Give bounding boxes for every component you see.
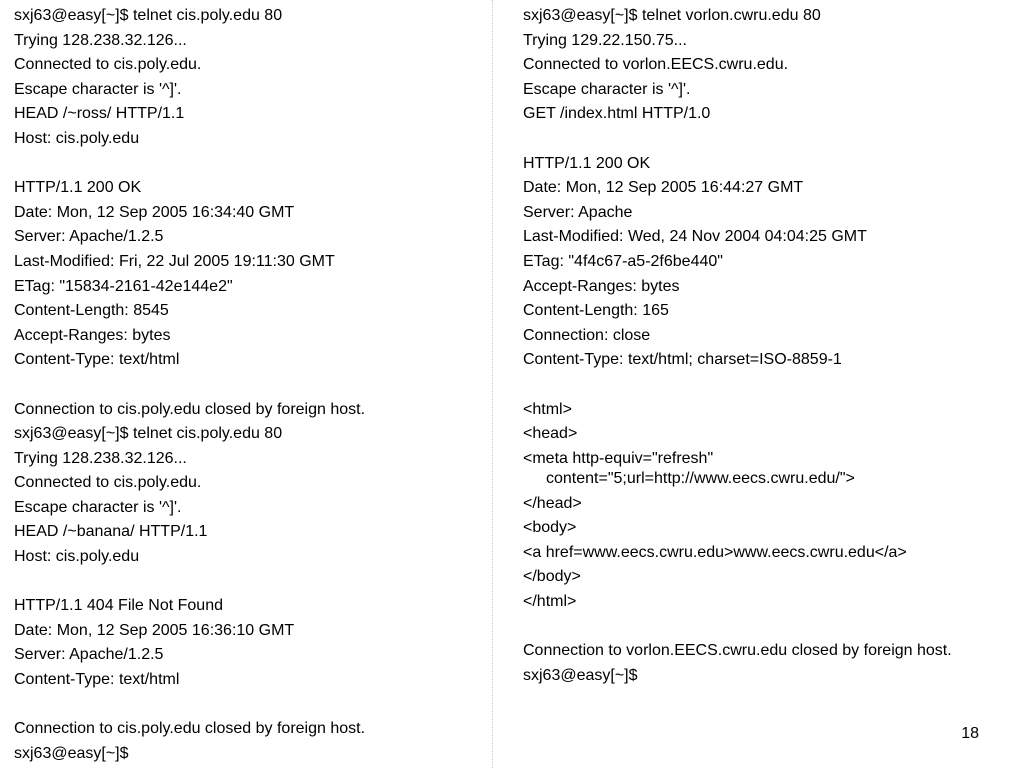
meta-refresh-line bbox=[523, 447, 1013, 492]
right-transcript-line: Trying 129.22.150.75... bbox=[523, 31, 687, 49]
left-transcript-line bbox=[14, 373, 484, 398]
left-transcript-line: Escape character is '^]'. bbox=[14, 498, 182, 516]
left-transcript-line bbox=[14, 693, 484, 718]
right-transcript-line: Accept-Ranges: bytes bbox=[523, 277, 680, 295]
left-transcript-line: Content-Type: text/html bbox=[14, 671, 180, 689]
left-transcript-line: Content-Type: text/html bbox=[14, 351, 180, 369]
right-transcript-line: Connected to vorlon.EECS.cwru.edu. bbox=[523, 56, 789, 74]
right-transcript-line: Content-Type: text/html; charset=ISO-8859-1 bbox=[523, 351, 842, 369]
left-transcript-line: Host: cis.poly.edu bbox=[14, 129, 140, 147]
left-transcript-line: ETag: "15834-2161-42e144e2" bbox=[14, 277, 233, 295]
right-transcript-line: Last-Modified: Wed, 24 Nov 2004 04:04:25 GMT bbox=[523, 228, 867, 246]
right-transcript-line: Connection to vorlon.EECS.cwru.edu closed by foreign host. bbox=[523, 642, 952, 660]
left-transcript-line: Escape character is '^]'. bbox=[14, 80, 182, 98]
right-transcript-line: <a href=www.eecs.cwru.edu>www.eecs.cwru.edu</a> bbox=[523, 543, 907, 561]
left-transcript-line: Last-Modified: Fri, 22 Jul 2005 19:11:30 GMT bbox=[14, 252, 335, 270]
left-transcript-line: Connected to cis.poly.edu. bbox=[14, 474, 202, 492]
left-transcript-line bbox=[14, 570, 484, 595]
right-transcript-line: HTTP/1.1 200 OK bbox=[523, 154, 651, 172]
left-transcript-line: Host: cis.poly.edu bbox=[14, 548, 140, 566]
left-transcript-line: Connection to cis.poly.edu closed by foreign host. bbox=[14, 400, 366, 418]
left-transcript-line: HTTP/1.1 404 File Not Found bbox=[14, 597, 223, 615]
right-transcript-line: sxj63@easy[~]$ bbox=[523, 666, 638, 684]
right-transcript-line: Content-Length: 165 bbox=[523, 302, 669, 320]
right-transcript-line: ETag: "4f4c67-a5-2f6be440" bbox=[523, 252, 723, 270]
left-transcript-line: Trying 128.238.32.126... bbox=[14, 31, 187, 49]
left-transcript-line: Connected to cis.poly.edu. bbox=[14, 56, 202, 74]
right-transcript-line bbox=[523, 615, 1013, 640]
left-transcript-line: Trying 128.238.32.126... bbox=[14, 449, 187, 467]
left-transcript-line: sxj63@easy[~]$ telnet cis.poly.edu 80 bbox=[14, 7, 283, 24]
left-transcript-line: sxj63@easy[~]$ bbox=[14, 744, 129, 762]
right-transcript-line: </head> bbox=[523, 494, 582, 512]
meta-refresh-line-continuation: content="5;url=http://www.eecs.cwru.edu/"> bbox=[546, 469, 855, 487]
column-divider bbox=[492, 0, 493, 768]
right-terminal-transcript bbox=[523, 4, 1013, 688]
left-transcript-line: Connection to cis.poly.edu closed by foreign host. bbox=[14, 720, 366, 738]
right-transcript-line: </html> bbox=[523, 593, 577, 611]
right-transcript-line: <head> bbox=[523, 425, 578, 443]
left-terminal-transcript bbox=[14, 4, 484, 766]
left-transcript-line: HEAD /~ross/ HTTP/1.1 bbox=[14, 105, 185, 123]
right-transcript-line: <body> bbox=[523, 519, 577, 537]
right-transcript-line: sxj63@easy[~]$ telnet vorlon.cwru.edu 80 bbox=[523, 7, 821, 24]
right-transcript-line: <html> bbox=[523, 400, 572, 418]
left-transcript-line bbox=[14, 152, 484, 177]
right-transcript-line bbox=[523, 373, 1013, 398]
meta-refresh-line-start: <meta http-equiv="refresh" bbox=[523, 449, 714, 467]
left-transcript-line: HEAD /~banana/ HTTP/1.1 bbox=[14, 523, 208, 541]
right-transcript-line: </body> bbox=[523, 568, 581, 586]
page-number: 18 bbox=[961, 725, 979, 742]
right-transcript-line: Escape character is '^]'. bbox=[523, 80, 691, 98]
left-transcript-line: sxj63@easy[~]$ telnet cis.poly.edu 80 bbox=[14, 425, 283, 443]
left-transcript-line: HTTP/1.1 200 OK bbox=[14, 179, 142, 197]
left-transcript-line: Date: Mon, 12 Sep 2005 16:34:40 GMT bbox=[14, 203, 295, 221]
right-transcript-line: Server: Apache bbox=[523, 203, 633, 221]
right-transcript-line bbox=[523, 127, 1013, 152]
right-transcript-line: Connection: close bbox=[523, 326, 651, 344]
left-transcript-line: Date: Mon, 12 Sep 2005 16:36:10 GMT bbox=[14, 621, 295, 639]
left-transcript-line: Accept-Ranges: bytes bbox=[14, 326, 171, 344]
left-transcript-line: Server: Apache/1.2.5 bbox=[14, 646, 164, 664]
left-transcript-line: Content-Length: 8545 bbox=[14, 302, 169, 320]
right-transcript-line: GET /index.html HTTP/1.0 bbox=[523, 105, 711, 123]
left-transcript-line: Server: Apache/1.2.5 bbox=[14, 228, 164, 246]
right-transcript-line: Date: Mon, 12 Sep 2005 16:44:27 GMT bbox=[523, 179, 804, 197]
